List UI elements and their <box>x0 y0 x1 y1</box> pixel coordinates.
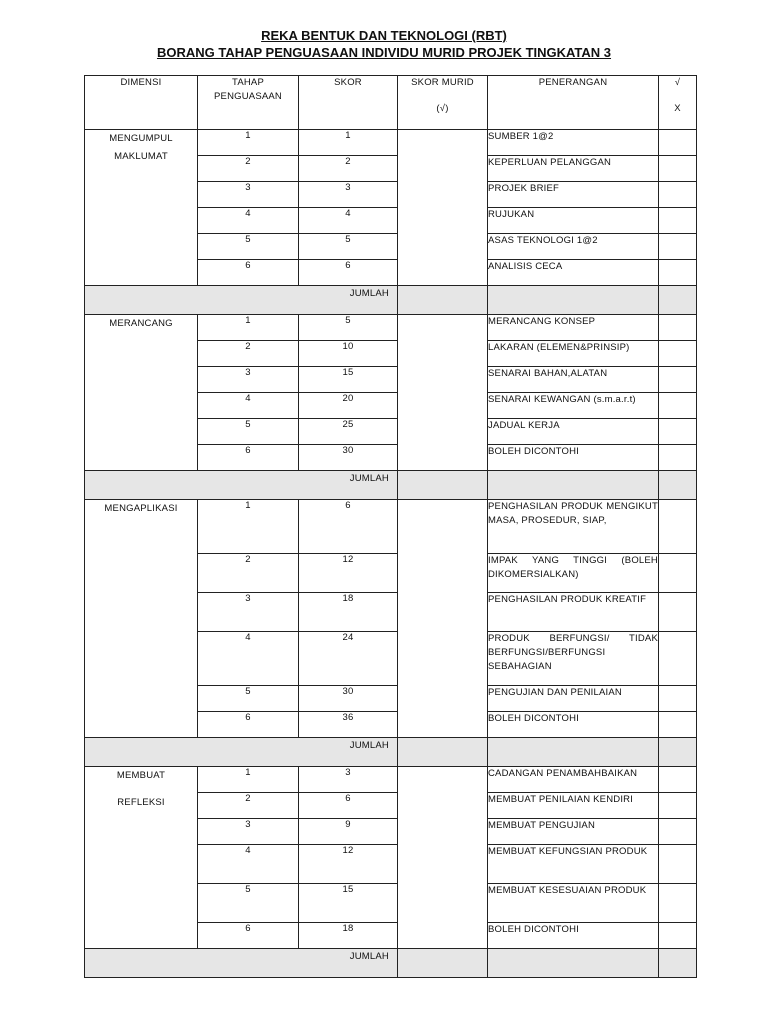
desc-cell: BOLEH DICONTOHI <box>488 923 659 949</box>
total-score-cell[interactable] <box>398 286 488 315</box>
table-row <box>85 767 697 793</box>
total-desc-cell <box>488 949 659 978</box>
tahap-cell: 1 <box>198 315 299 341</box>
skor-murid-cell[interactable] <box>398 500 488 738</box>
tahap-cell: 1 <box>198 767 299 793</box>
total-row <box>85 949 697 978</box>
desc-cell: ASAS TEKNOLOGI 1@2 <box>488 234 659 260</box>
total-desc-cell <box>488 286 659 315</box>
skor-cell: 30 <box>299 686 398 712</box>
tahap-cell: 4 <box>198 208 299 234</box>
skor-cell: 15 <box>299 884 398 923</box>
tahap-cell: 2 <box>198 554 299 593</box>
total-score-cell[interactable] <box>398 738 488 767</box>
dimension-cell <box>85 767 198 949</box>
total-desc-cell <box>488 471 659 500</box>
tahap-cell: 3 <box>198 593 299 632</box>
skor-cell: 18 <box>299 923 398 949</box>
tick-cell[interactable] <box>659 819 697 845</box>
tick-cell[interactable] <box>659 234 697 260</box>
desc-cell: PENGHASILAN PRODUK KREATIF <box>488 593 659 632</box>
tahap-cell: 5 <box>198 686 299 712</box>
total-tick-cell <box>659 471 697 500</box>
total-score-cell[interactable] <box>398 949 488 978</box>
table-row <box>85 500 697 554</box>
desc-cell: ANALISIS CECA <box>488 260 659 286</box>
tahap-cell: 1 <box>198 500 299 554</box>
skor-cell: 18 <box>299 593 398 632</box>
skor-cell: 20 <box>299 393 398 419</box>
tick-cell[interactable] <box>659 793 697 819</box>
tick-cell[interactable] <box>659 767 697 793</box>
document-subtitle: BORANG TAHAP PENGUASAAN INDIVIDU MURID PROJEK TINGKATAN 3 <box>156 45 612 60</box>
tick-cell[interactable] <box>659 341 697 367</box>
desc-cell: MEMBUAT PENILAIAN KENDIRI <box>488 793 659 819</box>
desc-cell: LAKARAN (ELEMEN&PRINSIP) <box>488 341 659 367</box>
desc-cell: RUJUKAN <box>488 208 659 234</box>
total-label: JUMLAH <box>85 738 398 767</box>
skor-cell: 6 <box>299 793 398 819</box>
desc-cell: CADANGAN PENAMBAHBAIKAN <box>488 767 659 793</box>
tick-cell[interactable] <box>659 445 697 471</box>
document-title: REKA BENTUK DAN TEKNOLOGI (RBT) <box>261 28 507 43</box>
total-row <box>85 471 697 500</box>
skor-cell: 25 <box>299 419 398 445</box>
table-row <box>85 130 697 156</box>
desc-cell: MEMBUAT KESESUAIAN PRODUK <box>488 884 659 923</box>
tick-cell[interactable] <box>659 884 697 923</box>
tick-cell[interactable] <box>659 712 697 738</box>
desc-cell: SENARAI BAHAN,ALATAN <box>488 367 659 393</box>
total-tick-cell <box>659 286 697 315</box>
tick-cell[interactable] <box>659 367 697 393</box>
desc-cell: IMPAK YANG TINGGI (BOLEH DIKOMERSIALKAN) <box>488 554 659 593</box>
tahap-cell: 3 <box>198 367 299 393</box>
skor-murid-cell[interactable] <box>398 767 488 949</box>
tahap-cell: 6 <box>198 260 299 286</box>
skor-cell: 24 <box>299 632 398 686</box>
total-row <box>85 286 697 315</box>
tick-cell[interactable] <box>659 393 697 419</box>
tahap-cell: 2 <box>198 793 299 819</box>
total-desc-cell <box>488 738 659 767</box>
table-header-row <box>85 76 697 130</box>
tick-cell[interactable] <box>659 156 697 182</box>
tick-cell[interactable] <box>659 208 697 234</box>
tahap-cell: 6 <box>198 712 299 738</box>
tahap-cell: 2 <box>198 156 299 182</box>
col-header-tick-cross <box>659 76 697 130</box>
skor-murid-label: SKOR MURID <box>411 77 474 88</box>
skor-cell: 5 <box>299 315 398 341</box>
total-row <box>85 738 697 767</box>
skor-cell: 9 <box>299 819 398 845</box>
document-header <box>0 27 768 61</box>
skor-murid-cell[interactable] <box>398 130 488 286</box>
col-header-skor: SKOR <box>299 76 398 130</box>
total-label: JUMLAH <box>85 949 398 978</box>
tick-cell[interactable] <box>659 130 697 156</box>
skor-cell: 1 <box>299 130 398 156</box>
dimension-label-line2: REFLEKSI <box>117 797 165 808</box>
tick-cell[interactable] <box>659 182 697 208</box>
tick-cell[interactable] <box>659 315 697 341</box>
desc-cell: PENGHASILAN PRODUK MENGIKUT MASA, PROSEDUR, SIAP, <box>488 500 659 554</box>
skor-cell: 5 <box>299 234 398 260</box>
skor-cell: 4 <box>299 208 398 234</box>
tahap-cell: 5 <box>198 419 299 445</box>
skor-cell: 6 <box>299 260 398 286</box>
dimension-label-line1: MEMBUAT <box>116 770 166 781</box>
tahap-cell: 4 <box>198 845 299 884</box>
tahap-cell: 6 <box>198 445 299 471</box>
tahap-cell: 3 <box>198 182 299 208</box>
tahap-cell: 1 <box>198 130 299 156</box>
skor-cell: 2 <box>299 156 398 182</box>
skor-cell: 36 <box>299 712 398 738</box>
total-tick-cell <box>659 949 697 978</box>
desc-cell: BOLEH DICONTOHI <box>488 445 659 471</box>
col-header-skor-murid <box>398 76 488 130</box>
desc-cell: PENGUJIAN DAN PENILAIAN <box>488 686 659 712</box>
desc-cell: MEMBUAT KEFUNGSIAN PRODUK <box>488 845 659 884</box>
skor-cell: 12 <box>299 554 398 593</box>
col-header-dimensi: DIMENSI <box>85 76 198 130</box>
tahap-cell: 5 <box>198 234 299 260</box>
tahap-cell: 6 <box>198 923 299 949</box>
dimension-cell: MENGAPLIKASI <box>85 500 198 738</box>
desc-cell: PRODUK BERFUNGSI/ TIDAK BERFUNGSI/BERFUNGSI SEBAHAGIAN <box>488 632 659 686</box>
skor-cell: 3 <box>299 182 398 208</box>
skor-cell: 3 <box>299 767 398 793</box>
tick-cell[interactable] <box>659 923 697 949</box>
skor-cell: 15 <box>299 367 398 393</box>
tick-cell[interactable] <box>659 632 697 686</box>
dimension-cell <box>85 130 198 286</box>
col-header-penerangan: PENERANGAN <box>488 76 659 130</box>
tahap-cell: 5 <box>198 884 299 923</box>
dimension-cell: MERANCANG <box>85 315 198 471</box>
skor-murid-cell[interactable] <box>398 315 488 471</box>
desc-cell: SUMBER 1@2 <box>488 130 659 156</box>
assessment-table <box>84 75 697 978</box>
tick-mark: √ <box>674 77 681 88</box>
desc-cell: MEMBUAT PENGUJIAN <box>488 819 659 845</box>
skor-cell: 12 <box>299 845 398 884</box>
total-tick-cell <box>659 738 697 767</box>
skor-murid-mark: (√) <box>436 103 449 114</box>
tahap-cell: 2 <box>198 341 299 367</box>
desc-cell: PROJEK BRIEF <box>488 182 659 208</box>
col-header-tahap: TAHAP PENGUASAAN <box>198 76 299 130</box>
cross-mark: X <box>674 103 681 114</box>
desc-cell: MERANCANG KONSEP <box>488 315 659 341</box>
desc-cell: SENARAI KEWANGAN (s.m.a.r.t) <box>488 393 659 419</box>
tahap-cell: 4 <box>198 393 299 419</box>
total-label: JUMLAH <box>85 471 398 500</box>
tick-cell[interactable] <box>659 593 697 632</box>
dimension-label: MENGUMPUL MAKLUMAT <box>109 133 173 162</box>
tahap-cell: 4 <box>198 632 299 686</box>
total-label: JUMLAH <box>85 286 398 315</box>
tick-cell[interactable] <box>659 686 697 712</box>
tick-cell[interactable] <box>659 419 697 445</box>
desc-cell: JADUAL KERJA <box>488 419 659 445</box>
tick-cell[interactable] <box>659 500 697 554</box>
desc-cell: KEPERLUAN PELANGGAN <box>488 156 659 182</box>
desc-cell: BOLEH DICONTOHI <box>488 712 659 738</box>
skor-cell: 30 <box>299 445 398 471</box>
total-score-cell[interactable] <box>398 471 488 500</box>
tahap-cell: 3 <box>198 819 299 845</box>
tick-cell[interactable] <box>659 554 697 593</box>
tick-cell[interactable] <box>659 845 697 884</box>
table-row <box>85 315 697 341</box>
tick-cell[interactable] <box>659 260 697 286</box>
skor-cell: 10 <box>299 341 398 367</box>
skor-cell: 6 <box>299 500 398 554</box>
